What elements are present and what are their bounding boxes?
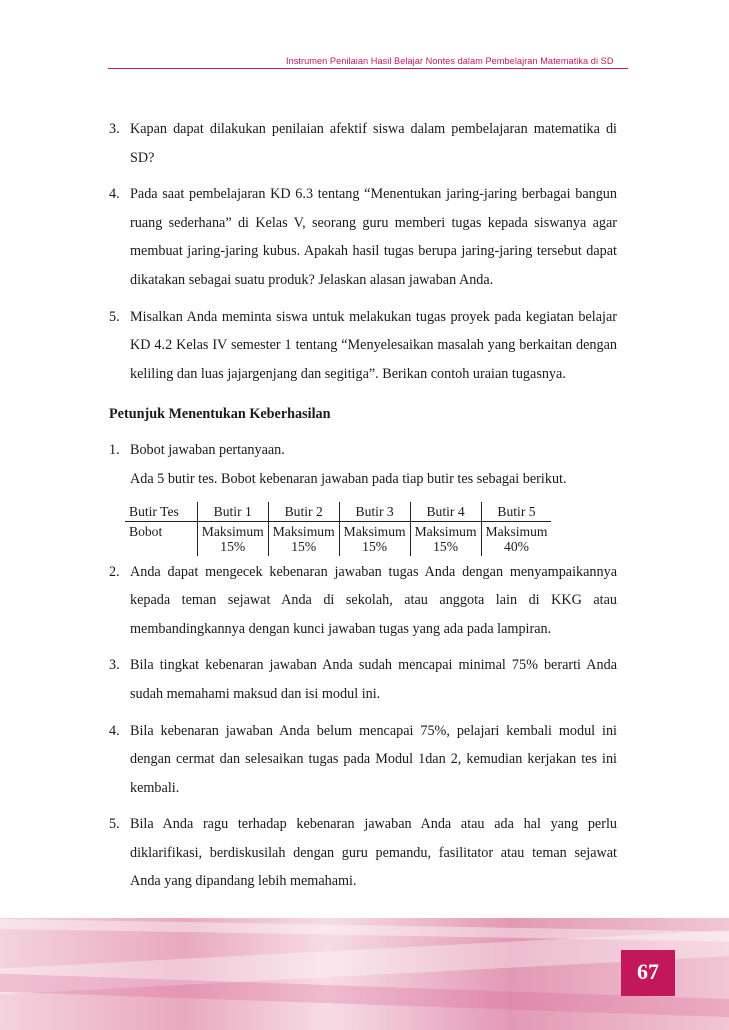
guide-item-5 (109, 810, 617, 896)
guide-text: Bila Anda ragu terhadap kebenaran jawaban Anda atau ada hal yang perlu diklarifikasi, berdiskusilah dengan guru pemandu, fasilitator atau teman sejawat Anda yang dipandang lebih memahami. (130, 816, 617, 890)
question-text: Kapan dapat dilakukan penilaian afektif siswa dalam pembelajaran matematika di SD? (130, 121, 617, 166)
guide-text: Bila kebenaran jawaban Anda belum mencapai 75%, pelajari kembali modul ini dengan cermat dan selesaikan tugas pada Modul 1dan 2, kemudian kerjakan tes ini kembali. (130, 722, 617, 796)
guide-item-1 (109, 436, 617, 493)
table-cell-value: 15% (291, 538, 317, 554)
page-body (109, 115, 617, 896)
table-cell-value: 15% (362, 538, 388, 554)
table-cell-max: Maksimum (201, 523, 264, 539)
guide-item-4 (109, 717, 617, 803)
footer-banner (0, 918, 729, 1030)
question-number: 4. (109, 186, 120, 203)
section-heading: Petunjuk Menentukan Keberhasilan (109, 406, 331, 423)
table-row (125, 521, 551, 556)
table-cell (339, 521, 410, 556)
table-header-cell: Butir 3 (339, 502, 410, 522)
question-number: 5. (109, 308, 120, 325)
table-cell (197, 521, 268, 556)
question-text: Misalkan Anda meminta siswa untuk melakukan tugas proyek pada kegiatan belajar KD 4.2 Kelas IV semester 1 tentang “Menyelesaikan masalah yang berkaitan dengan keliling dan luas jajargenjang dan segitiga”. Berikan contoh uraian tugasnya. (130, 308, 617, 382)
guide-text: Anda dapat mengecek kebenaran jawaban tugas Anda dengan menyampaikannya kepada teman sejawat Anda di sekolah, atau anggota lain di KKG atau membandingkannya dengan kunci jawaban tugas yang ada pada lampiran. (130, 563, 617, 637)
question-4 (109, 180, 617, 294)
guide-number: 1. (109, 442, 120, 459)
table-cell-value: 15% (433, 538, 459, 554)
table-cell-max: Maksimum (414, 523, 477, 539)
guide-item-1-title: Bobot jawaban pertanyaan. (130, 442, 285, 459)
table-header-cell: Butir 5 (481, 502, 551, 522)
guide-number: 3. (109, 657, 120, 674)
table-header-cell: Butir 4 (410, 502, 481, 522)
running-header: Instrumen Penilaian Hasil Belajar Nontes dalam Pembelajran Matematika di SD (286, 56, 614, 66)
question-3 (109, 115, 617, 172)
guide-number: 4. (109, 722, 120, 739)
table-header-cell: Butir 2 (268, 502, 339, 522)
guide-item-3 (109, 651, 617, 708)
table-cell-value: 15% (220, 538, 246, 554)
page-number: 67 (637, 959, 659, 984)
weight-table (125, 502, 551, 556)
table-cell (481, 521, 551, 556)
guide-item-2 (109, 558, 617, 644)
guide-number: 5. (109, 816, 120, 833)
table-cell-max: Maksimum (272, 523, 335, 539)
table-cell (268, 521, 339, 556)
header-divider (108, 68, 628, 69)
table-header-cell: Butir 1 (197, 502, 268, 522)
table-cell-max: Maksimum (485, 523, 548, 539)
table-cell-max: Maksimum (343, 523, 406, 539)
table-row-label: Bobot (129, 523, 163, 539)
question-text: Pada saat pembelajaran KD 6.3 tentang “Menentukan jaring-jaring berbagai bangun ruang sederhana” di Kelas V, seorang guru memberi tugas kepada siswanya agar membuat jaring-jaring kubus. Apakah hasil tugas berupa jaring-jaring tersebut dapat dikatakan sebagai suatu produk? Jelaskan alasan jawaban Anda. (130, 186, 617, 288)
footer-decoration (0, 972, 729, 1021)
table-cell (410, 521, 481, 556)
guide-item-1-description: Ada 5 butir tes. Bobot kebenaran jawaban pada tiap butir tes sebagai berikut. (130, 470, 567, 487)
table-row (125, 502, 551, 522)
guide-number: 2. (109, 563, 120, 580)
question-number: 3. (109, 121, 120, 137)
table-row-label: Butir Tes (125, 502, 197, 522)
question-5 (109, 303, 617, 389)
guide-text: Bila tingkat kebenaran jawaban Anda sudah mencapai minimal 75% berarti Anda sudah memahami maksud dan isi modul ini. (130, 657, 617, 702)
table-cell-value: 40% (504, 538, 529, 554)
